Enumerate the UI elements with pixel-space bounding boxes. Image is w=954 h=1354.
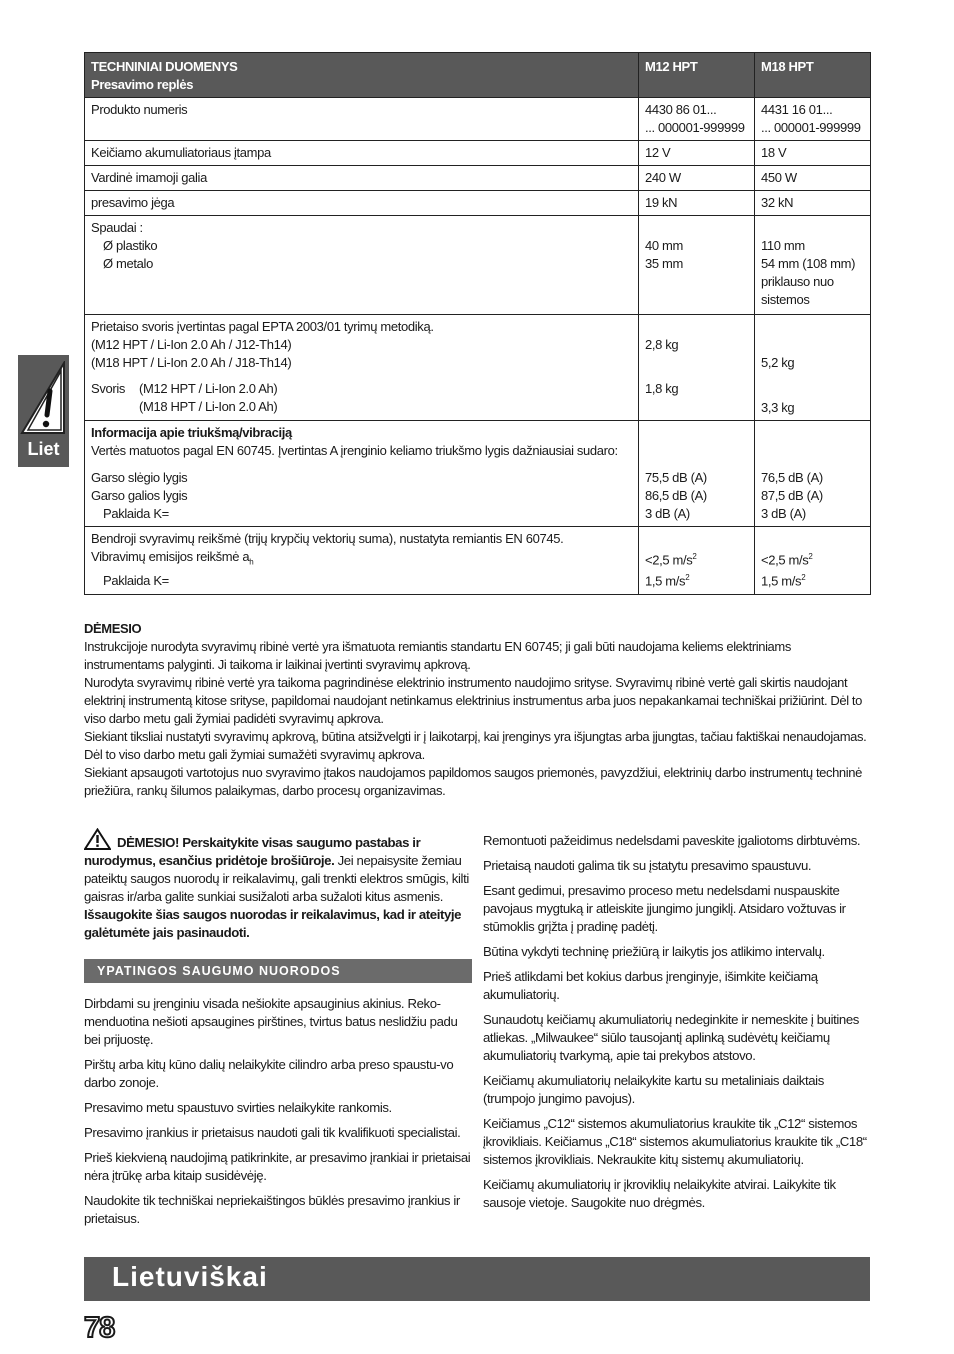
voltage-m18: 18 V: [755, 141, 871, 166]
language-tab: [18, 355, 69, 467]
language-tab-label: Liet: [27, 439, 60, 459]
right-paragraph: Sunaudotų keičiamų akumuliatorių nedeginkite ir nemeskite į buitines atliekas. „Milwaukee“ siūlo tausojantį aplinką sudėvėtų keičiamų akumuliatorių tvarkymą, apie tai prekybos atstovo.: [483, 1012, 859, 1063]
warning-icon: [84, 828, 111, 850]
section-title: YPATINGOS SAUGUMO NUORODOS: [84, 959, 472, 983]
jaws-label: Spaudai :: [91, 220, 143, 235]
language-footer-bar: [84, 1257, 870, 1301]
header-m12: M12 HPT: [639, 53, 755, 98]
right-paragraph: Būtina vykdyti techninę priežiūrą ir laikytis jos atlikimo intervalų.: [483, 944, 825, 959]
voltage-m12: 12 V: [639, 141, 755, 166]
right-paragraph: Keičiamų akumuliatorių nelaikykite kartu su metaliniais daiktais (trumpojo jungimo pavojus).: [483, 1073, 824, 1106]
product-number-m12: 4430 86 01... ... 000001-999999: [639, 98, 755, 141]
header-subtitle: Presavimo replės: [91, 77, 194, 92]
force-label: presavimo jėga: [85, 191, 639, 216]
table-row: [85, 527, 871, 595]
noise-m18-cell: [755, 421, 871, 527]
page-number: 78: [84, 1312, 115, 1344]
vibration-m18-cell: <2,5 $m/s^2$ 1,5 $m/s^2$: [755, 527, 871, 595]
product-number-label: Produkto numeris: [85, 98, 639, 141]
header-title-cell: [85, 53, 639, 98]
left-paragraph: Pirštų arba kitų kūno dalių nelaikykite cilindro arba preso spaustu-vo darbo zonoje.: [84, 1057, 454, 1090]
table-row: [85, 191, 871, 216]
power-m18: 450 W: [755, 166, 871, 191]
weight-m12-a: 2,8 kg: [645, 337, 679, 352]
product-number-m18: 4431 16 01... ... 000001-999999: [755, 98, 871, 141]
vibration-desc: Bendroji svyravimų reikšmė (trijų krypčių vektorių suma), nustatyta remiantis EN 60745.: [91, 531, 564, 546]
power-m12: 240 W: [639, 166, 755, 191]
jaws-plastic: Ø plastiko: [103, 238, 158, 253]
voltage-label: Keičiamo akumuliatoriaus įtampa: [85, 141, 639, 166]
weight-m18-b: 3,3 kg: [761, 400, 795, 415]
jaws-m12: 40 mm 35 mm: [639, 216, 755, 315]
vibration-emission: Vibravimų emisijos reikšmė a: [91, 549, 250, 564]
left-paragraph: Naudokite tik techniškai nepriekaištingos būklės presavimo įrankius ir prietaisus.: [84, 1193, 460, 1226]
weight-svoris: Svoris: [91, 381, 126, 396]
noise-power: Garso galios lygis: [91, 488, 188, 503]
attention-note: [84, 620, 874, 800]
warning-text: Jei nepaisysite žemiau pateiktų saugos nuorodų ir reikalavimų, gali trenkti elektros smūgis, kilti gaisras ir/arba galite sunkiai susižaloti arba sužaloti kitus asmenis.: [84, 853, 469, 904]
right-paragraph: Remontuoti pažeidimus nedelsdami paveskite įgaliotoms dirbtuvėms.: [483, 833, 861, 848]
weight-m18-a: 5,2 kg: [761, 355, 795, 370]
vibration-m12-cell: <2,5 $m/s^2$ 1,5 $m/s^2$: [639, 527, 755, 595]
force-m18: 32 kN: [755, 191, 871, 216]
table-row: [85, 98, 871, 141]
vibration-emission-sub: h: [249, 557, 254, 567]
vibration-m18-b: 1,5 m/s: [761, 573, 802, 589]
table-row: [85, 141, 871, 166]
power-label: Vardinė imamoji galia: [85, 166, 639, 191]
warning-triangle-icon: [20, 361, 67, 437]
right-paragraph: Prieš atlikdami bet kokius darbus įrenginyje, išimkite keičiamą akumuliatorių.: [483, 969, 818, 1002]
left-column: [84, 828, 472, 1235]
table-row: [85, 315, 871, 421]
jaws-label-cell: [85, 216, 639, 315]
note-body: Instrukcijoje nurodyta svyravimų ribinė vertė yra išmatuota remiantis standartu EN 60745; ji gali būti naudojama keliems elektriniams instrumentams palyginti. Ji taikoma ir laikinai įvertinti svyravimų apkrovą. Nurodyta svyravimų ribinė vertė yra taikoma pagrindinėse elektrinio instrumento naudojimo srityse. Svyravimų ribinė vertė gali skirtis naudojant elektrinį instrumentą kitose srityse, papildomai naudojant netinkamus elektrinius instrumentus arba juos nepakankamai techniškai prižiūrint. Dėl to viso darbo metu gali žymiai padidėti svyravimų apkrova. Siekiant tiksliai nustatyti svyravimų apkrovą, būtina atsižvelgti ir į laikotarpį, kai įrenginys yra išjungtas arba įjungtas, tačiau faktiškai nenaudojamas. Dėl to viso darbo metu gali žymiai sumažėti svyravimų apkrova. Siekiant apsaugoti vartotojus nuo svyravimo įtakos naudojamos papildomos saugos priemonės, pavyzdžiui, elektrinių darbo instrumentų techninė priežiūra, rankų šilumos palaikymas, darbo procesų organizavimas.: [84, 639, 867, 798]
jaws-metal: Ø metalo: [103, 256, 153, 271]
vibration-m18-a: <2,5 m/s: [761, 552, 809, 568]
left-paragraph: Dirbdami su įrenginiu visada nešiokite apsauginius akinius. Reko-menduotina nešioti apsaugines pirštines, tvirtus batus neslidžiu padu bei prijuostę.: [84, 996, 458, 1047]
weight-m12-cell: [639, 315, 755, 421]
table-header-row: [85, 53, 871, 98]
footer-language: Lietuviškai: [112, 1261, 268, 1292]
vibration-m12-b: 1,5 m/s: [645, 573, 686, 589]
vibration-k: Paklaida K=: [103, 572, 169, 588]
table-row: [85, 166, 871, 191]
warning-bold-1: DĖMESIO! Perskaitykite visas saugumo pastabas ir nurodymus, esančius pridėtoje brošiūroje.: [84, 835, 421, 868]
noise-pressure: Garso slėgio lygis: [91, 470, 188, 485]
noise-m18: 76,5 dB (A) 87,5 dB (A) 3 dB (A): [761, 470, 823, 521]
weight-label-cell: [85, 315, 639, 421]
weight-line2: (M12 HPT / Li-Ion 2.0 Ah / J12-Th14): [91, 337, 292, 352]
noise-title: Informacija apie triukšmą/vibraciją: [91, 425, 292, 440]
table-row: [85, 216, 871, 315]
left-paragraph: Presavimo įrankius ir prietaisus naudoti gali tik kvalifikuoti specialistai.: [84, 1125, 461, 1140]
noise-m12: 75,5 dB (A) 86,5 dB (A) 3 dB (A): [645, 470, 707, 521]
left-paragraph: Presavimo metu spaustuvo svirties nelaikykite rankomis.: [84, 1100, 392, 1115]
noise-label-cell: [85, 421, 639, 527]
weight-line3: (M18 HPT / Li-Ion 2.0 Ah / J18-Th14): [91, 355, 292, 370]
safety-warning: [84, 828, 472, 942]
right-paragraph: Keičiamų akumuliatorių ir įkroviklių nelaikykite atvirai. Laikykite tik sausoje vietoje. Saugokite nuo drėgmės.: [483, 1177, 836, 1210]
table-row: [85, 421, 871, 527]
right-paragraph: Prietaisą naudoti galima tik su įstatytu presavimo spaustuvu.: [483, 858, 812, 873]
right-paragraph: Keičiamus „C12“ sistemos akumuliatorius kraukite tik „C12“ sistemos įkrovikliais. Keičiamus „C18“ sistemos akumuliatorius kraukite tik „C18“ sistemos įkrovikliais. Nekraukite kitų sistemų akumuliatorių.: [483, 1116, 867, 1167]
weight-m12-b: 1,8 kg: [645, 381, 679, 396]
right-paragraph: Esant gedimui, presavimo proceso metu nedelsdami nuspauskite pavojaus mygtuką ir atleiskite įjungimo jungiklį. Atsidaro vožtuvas ir stūmoklis grįžta į pradinę padėtį.: [483, 883, 846, 934]
header-m18: M18 HPT: [755, 53, 871, 98]
note-title: DĖMESIO: [84, 621, 142, 636]
vibration-m12-a: <2,5 m/s: [645, 552, 693, 568]
noise-desc: Vertės matuotos pagal EN 60745. Įvertintas A įrenginio keliamo triukšmo lygis dažniausiai sudaro:: [91, 443, 618, 458]
force-m12: 19 kN: [639, 191, 755, 216]
noise-k: Paklaida K=: [103, 506, 169, 521]
warning-bold-2: Išsaugokite šias saugos nuorodas ir reikalavimus, kad ir ateityje galėtumėte jais pasinaudoti.: [84, 907, 462, 940]
weight-line1: Prietaiso svoris įvertintas pagal EPTA 2003/01 tyrimų metodiką.: [91, 319, 434, 334]
right-column: [483, 832, 873, 1219]
left-paragraph: Prieš kiekvieną naudojimą patikrinkite, ar presavimo įrankiai ir prietaisai nėra įtrūkę arba kitaip susidėvėję.: [84, 1150, 471, 1183]
vibration-label-cell: [85, 527, 639, 595]
weight-svoris2: (M18 HPT / Li-Ion 2.0 Ah): [139, 399, 278, 414]
jaws-m18: 110 mm 54 mm (108 mm) priklauso nuo sistemos: [755, 216, 871, 315]
weight-m18-cell: [755, 315, 871, 421]
tech-data-table: [84, 52, 871, 595]
header-title: TECHNINIAI DUOMENYS: [91, 59, 238, 74]
noise-m12-cell: [639, 421, 755, 527]
weight-svoris1: (M12 HPT / Li-Ion 2.0 Ah): [139, 381, 278, 396]
